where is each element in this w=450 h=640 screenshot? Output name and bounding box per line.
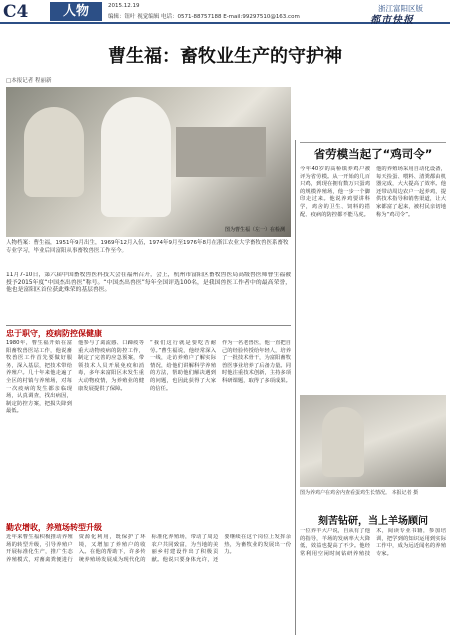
right-headline: 省劳模当起了“鸡司令” [313,147,433,161]
photo-caption: 人物档案：曹生福，1951年9月出生，1969年12月入伍，1974年9月至1976年8月在浙江农业大学畜牧兽医系畜牧专业学习，毕业后回富阳从事畜牧兽医工作至今。 [6,240,289,254]
right-title-rule [300,142,446,143]
person-figure [24,107,84,197]
bottom-body-text: 近年来曹生福积极推动养殖场的转型升级，引导养殖户开展标准化生产，推广生态养殖模式，对畜禽粪便进行资源化利用，既保护了环境，又增加了养殖户的收入。在他的帮助下，许多传统养殖场发展成为现代化的标准化养殖场，带动了周边农户共同致富，为当地的美丽乡村建设作出了积极贡献。他说只要身体允许，还要继续在这个岗位上发挥余热，为畜牧业的发展出一份力。 [6,534,291,563]
person-figure [322,407,364,477]
issue-date: 2015.12.19 [108,3,140,9]
newspaper-name: 都市快报 [370,15,414,26]
right-subheading: 刻苦钻研，当上羊场顾问 [318,516,428,527]
right-bottom-text: 一位养羊大户说，自从有了他的指导，羊场的发病率大大降低，效益也提高了不少。他经常利用空闲时间钻研养殖技术，阅读专业书籍，参加培训，把学到的知识运用到实际工作中，成为远近闻名的养殖专家。 [300,528,446,557]
main-headline: 曹生福：畜牧业生产的守护神 [108,46,342,67]
body-column-4: 作为一名老兽医，他一直把自己的经验传授给年轻人，培养了一批技术骨干，为富阳畜牧兽医事业培养了后备力量。同时他注重技术创新，主持多项科研课题，取得了多项成果。 [222,340,291,384]
right-photo-caption: 图为养鸡户在鸡舍内查看蛋鸡生长情况。 本报记者 摄 [300,490,419,496]
body-column-3: “我们这行就是要吃苦耐劳。”曹生福说，他经常深入一线，走访养殖户了解实际情况，给他们讲解科学养殖的方法，帮助他们解决遇到的问题，也因此获得了大家的信任。 [150,340,216,392]
subheading-1: 忠于职守，疫病防控保健康 [6,329,102,338]
right-photo [300,395,446,487]
person-figure [101,97,171,217]
subheading-2: 勤农增收，养殖场转型升级 [6,523,102,532]
region-edition: 浙江富阳区版 [378,4,423,13]
section-label: 人物 [50,2,102,21]
body-column-1: 1980年，曹生福开始在富阳畜牧兽医站工作，他说畜牧兽医工作首先要做好服务，深入基层，把技术带给养殖户。几十年来他走遍了全区的村镇与养殖场，对每一次疫病的发生都亲临现场，认真调查，找出病因，制定防控方案，把损失降到最低。 [6,340,72,415]
right-column-1: 今年40岁的高桥镇养鸡户被评为省劳模。从一开始的几百只鸡，到现在拥有数万只蛋鸡的规模养殖场，他一步一个脚印走过来。他说养鸡要讲科学，鸡舍的卫生、饲料的搭配、疫病的防控都不能马虎。 [300,166,370,218]
main-photo [6,87,291,237]
column-divider [295,140,296,635]
section-rule [6,325,291,326]
right-column-2: 他的养殖场采用自动化设备，每天捡蛋、喂料、清粪都由机器完成，大大提高了效率。他还带动周边农户一起养鸡，提供技术指导和销售渠道，让大家都富了起来，被村民亲切地称为“鸡司令”。 [376,166,446,218]
page-code: C4 [3,2,29,22]
equipment-shape [176,127,266,177]
editor-info: 编辑：钮叶 视觉编辑 电话：0571-88757188 E-mail:99297510@163.com [108,14,300,20]
lead-paragraph: 11月7-10日，第六届中国畜牧兽医科技大会在福州召开，会上，杭州市富阳区畜牧兽医局高级兽医师曹生福被授予2015年度“中国杰出兽医”称号。“中国杰出兽医”每年全国评选100名，是我国兽医工作者中的最高荣誉，他也是富阳区首位获此殊荣的基层兽医。 [6,272,291,294]
photo-credit: 图为曹生福（左一）在检测 [224,227,285,233]
body-column-2: 他参与了禽流感、口蹄疫等重大动物疫病的防控工作，制定了完善的应急预案，带领技术人员开展免疫和消毒，多年来富阳区未发生重大动物疫情，为养殖业的健康发展提供了保障。 [78,340,144,392]
byline: □本报记者 程丽新 [6,78,52,84]
